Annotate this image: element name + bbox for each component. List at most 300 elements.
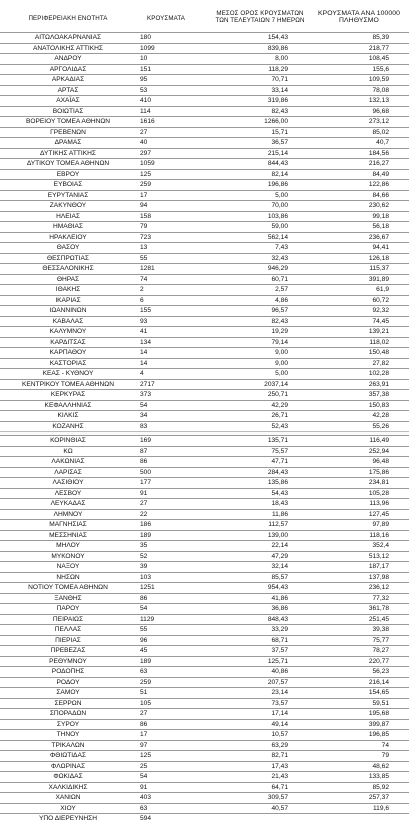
table-row xyxy=(0,148,409,159)
cell-per100k: 42,28 xyxy=(372,412,389,419)
table-row xyxy=(0,656,409,667)
cell-cases: 17 xyxy=(140,731,148,738)
cell-per100k: 118,02 xyxy=(369,338,389,346)
cell-region: ΔΥΤΙΚΗΣ ΑΤΤΙΚΗΣ xyxy=(40,149,96,157)
cell-avg7: 40,57 xyxy=(271,804,288,812)
table-row xyxy=(0,698,409,709)
cell-per100k: 184,56 xyxy=(368,149,389,157)
cell-region: ΚΕΦΑΛΛΗΝΙΑΣ xyxy=(44,401,92,409)
cell-region: ΑΝΔΡΟΥ xyxy=(54,55,82,62)
table-row xyxy=(0,750,409,761)
cell-region: ΖΑΚΥΝΘΟΥ xyxy=(49,202,87,209)
table-row xyxy=(0,509,409,520)
cell-region: ΚΙΛΚΙΣ xyxy=(57,412,79,419)
table-row xyxy=(0,477,409,488)
cell-region: ΥΠΟ ΔΙΕΡΕΥΝΗΣΗ xyxy=(39,815,97,822)
cell-region: ΑΙΤΩΛΟΑΚΑΡΝΑΝΙΑΣ xyxy=(34,34,102,41)
cell-region: ΡΟΔΟΠΗΣ xyxy=(51,668,85,675)
cell-avg7: 42,29 xyxy=(271,401,288,409)
table-row xyxy=(0,530,409,541)
table-row xyxy=(0,400,409,411)
cell-region: ΡΕΘΥΜΝΟΥ xyxy=(49,657,87,665)
cell-region: ΑΡΚΑΔΙΑΣ xyxy=(51,76,85,83)
cell-cases: 87 xyxy=(140,447,148,455)
table-row xyxy=(0,379,409,390)
cell-region: ΠΡΕΒΕΖΑΣ xyxy=(50,647,86,654)
cell-region: ΠΕΛΛΑΣ xyxy=(54,626,82,633)
cell-per100k: 92,32 xyxy=(372,307,389,314)
header-avg7: ΜΕΣΟΣ ΟΡΟΣ ΚΡΟΥΣΜΑΤΩΝ ΤΩΝ ΤΕΛΕΥΤΑΙΩΝ 7 ΗΜΕΡΩΝ xyxy=(215,10,305,24)
cell-per100k: 154,65 xyxy=(368,689,389,696)
cell-cases: 6 xyxy=(140,296,144,304)
cell-per100k: 79 xyxy=(381,752,389,759)
cell-avg7: 26,71 xyxy=(271,412,288,419)
cell-per100k: 94,41 xyxy=(372,244,389,251)
cell-cases: 403 xyxy=(140,794,152,801)
table-row xyxy=(0,488,409,499)
cell-avg7: 284,43 xyxy=(267,468,288,476)
cell-per100k: 513,12 xyxy=(368,552,389,560)
cell-region: ΛΗΜΝΟΥ xyxy=(53,510,83,518)
cell-cases: 14 xyxy=(140,349,148,356)
cell-region: ΗΡΑΚΛΕΙΟΥ xyxy=(49,233,87,241)
cell-cases: 86 xyxy=(140,458,148,465)
cell-avg7: 59,00 xyxy=(271,223,288,230)
cell-region: ΠΕΙΡΑΙΩΣ xyxy=(52,615,84,623)
cell-per100k: 84,49 xyxy=(372,170,389,178)
cell-per100k: 102,28 xyxy=(368,370,389,377)
cell-cases: 155 xyxy=(140,307,152,314)
cell-per100k: 357,38 xyxy=(368,391,389,398)
cell-cases: 91 xyxy=(140,489,148,497)
cell-cases: 34 xyxy=(140,412,148,419)
table-row xyxy=(0,446,409,457)
cell-avg7: 103,86 xyxy=(267,212,288,220)
cell-avg7: 135,71 xyxy=(267,437,288,444)
cell-cases: 55 xyxy=(140,254,148,262)
table-row xyxy=(0,624,409,635)
cell-region: ΚΑΣΤΟΡΙΑΣ xyxy=(49,359,87,367)
cell-cases: 94 xyxy=(140,202,148,209)
cell-per100k: 61,9 xyxy=(376,286,389,293)
cell-region: ΔΡΑΜΑΣ xyxy=(54,139,82,146)
cell-cases: 25 xyxy=(140,762,148,770)
cell-region: ΗΜΑΘΙΑΣ xyxy=(53,223,83,230)
cell-region: ΛΕΥΚΑΔΑΣ xyxy=(50,500,86,507)
cell-per100k: 99,18 xyxy=(372,212,389,220)
header-per100k: ΚΡΟΥΣΜΑΤΑ ΑΝΑ 100000 ΠΛΗΘΥΣΜΟ xyxy=(317,10,401,24)
cell-region: ΜΕΣΣΗΝΙΑΣ xyxy=(49,531,87,539)
table-row xyxy=(0,32,409,43)
table-row xyxy=(0,295,409,306)
cell-region: ΧΑΛΚΙΔΙΚΗΣ xyxy=(48,783,88,791)
cell-cases: 55 xyxy=(140,626,148,633)
cell-cases: 14 xyxy=(140,359,148,367)
header-region: ΠΕΡΙΦΕΡΕΙΑΚΗ ΕΝΟΤΗΤΑ xyxy=(28,15,108,22)
cell-per100k: 391,89 xyxy=(368,275,389,283)
cell-avg7: 10,57 xyxy=(271,731,288,738)
cell-cases: 79 xyxy=(140,223,148,230)
cell-region: ΚΑΡΠΑΘΟΥ xyxy=(49,349,87,356)
cell-per100k: 77,32 xyxy=(372,594,389,602)
cell-per100k: 133,85 xyxy=(368,773,389,780)
cell-per100k: 59,51 xyxy=(372,699,389,707)
table-row xyxy=(0,221,409,232)
cell-avg7: 37,57 xyxy=(271,647,288,654)
cell-avg7: 70,71 xyxy=(271,76,288,83)
cell-region: ΚΟΖΑΝΗΣ xyxy=(52,422,84,430)
cell-region: ΝΗΣΩΝ xyxy=(56,573,80,581)
table-row xyxy=(0,116,409,127)
table-row xyxy=(0,190,409,201)
table-row xyxy=(0,211,409,222)
cell-region: ΑΝΑΤΟΛΙΚΗΣ ΑΤΤΙΚΗΣ xyxy=(33,44,103,52)
cell-avg7: 36,57 xyxy=(271,139,288,146)
cell-cases: 2717 xyxy=(140,380,155,388)
cell-cases: 63 xyxy=(140,668,148,675)
cell-region: ΛΕΣΒΟΥ xyxy=(54,489,82,497)
cell-cases: 93 xyxy=(140,317,148,325)
cell-avg7: 85,57 xyxy=(271,573,288,581)
cell-avg7: 19,29 xyxy=(271,328,288,335)
cell-per100k: 108,45 xyxy=(368,55,389,62)
cell-cases: 103 xyxy=(140,573,152,581)
cell-per100k: 56,23 xyxy=(372,668,389,675)
cell-per100k: 236,67 xyxy=(368,233,389,241)
table-row xyxy=(0,792,409,803)
cell-region: ΠΙΕΡΙΑΣ xyxy=(55,636,81,644)
table-row xyxy=(0,242,409,253)
cell-avg7: 49,14 xyxy=(271,720,288,728)
cell-region: ΚΕΝΤΡΙΚΟΥ ΤΟΜΕΑ ΑΘΗΝΩΝ xyxy=(22,380,114,388)
cell-region: ΑΡΤΑΣ xyxy=(57,86,79,94)
cell-avg7: 154,43 xyxy=(267,34,288,41)
cell-per100k: 220,77 xyxy=(368,657,389,665)
cell-avg7: 47,71 xyxy=(271,458,288,465)
cell-region: ΚΕΡΚΥΡΑΣ xyxy=(50,391,86,398)
cell-avg7: 82,14 xyxy=(271,170,288,178)
cell-region: ΛΑΣΙΘΙΟΥ xyxy=(52,479,84,486)
cell-cases: 54 xyxy=(140,773,148,780)
cell-per100k: 150,48 xyxy=(368,349,389,356)
table-row xyxy=(0,813,409,824)
cell-region: ΤΡΙΚΑΛΩΝ xyxy=(51,741,85,749)
table-row xyxy=(0,614,409,625)
cell-region: ΜΥΚΟΝΟΥ xyxy=(51,552,85,560)
cell-cases: 35 xyxy=(140,542,148,549)
cell-avg7: 848,43 xyxy=(267,615,288,623)
cell-region: ΚΟΡΙΝΘΙΑΣ xyxy=(50,437,86,444)
cell-region: ΑΡΓΟΛΙΔΑΣ xyxy=(49,65,87,73)
cell-region: ΕΥΡΥΤΑΝΙΑΣ xyxy=(47,191,89,199)
cell-per100k: 96,68 xyxy=(372,107,389,115)
cell-cases: 39 xyxy=(140,563,148,570)
table-row xyxy=(0,85,409,96)
cell-cases: 45 xyxy=(140,647,148,654)
cell-cases: 1059 xyxy=(140,160,155,167)
cell-cases: 13 xyxy=(140,244,148,251)
cell-region: ΑΧΑΪΑΣ xyxy=(56,97,80,104)
cell-per100k: 216,27 xyxy=(368,160,389,167)
cell-per100k: 48,62 xyxy=(372,762,389,770)
cell-avg7: 215,14 xyxy=(267,149,288,157)
cell-cases: 125 xyxy=(140,752,152,759)
cell-per100k: 97,89 xyxy=(372,521,389,528)
cell-per100k: 75,77 xyxy=(372,636,389,644)
cell-per100k: 84,66 xyxy=(372,191,389,199)
table-row xyxy=(0,368,409,379)
table-row xyxy=(0,677,409,688)
cell-per100k: 74,45 xyxy=(372,317,389,325)
cell-per100k: 236,12 xyxy=(368,584,389,591)
table-row xyxy=(0,582,409,593)
cell-cases: 186 xyxy=(140,521,152,528)
table-row xyxy=(0,137,409,148)
cell-cases: 594 xyxy=(140,815,152,822)
cell-avg7: 7,43 xyxy=(275,244,288,251)
table-row xyxy=(0,169,409,180)
table-row xyxy=(0,456,409,467)
table-row xyxy=(0,421,409,432)
cell-region: ΦΛΩΡΙΝΑΣ xyxy=(50,762,86,770)
cell-avg7: 5,00 xyxy=(275,370,288,377)
cell-cases: 158 xyxy=(140,212,152,220)
cell-per100k: 196,85 xyxy=(368,731,389,738)
cell-cases: 51 xyxy=(140,689,148,696)
table-row xyxy=(0,305,409,316)
cell-cases: 259 xyxy=(140,678,152,686)
cell-per100k: 175,86 xyxy=(368,468,389,476)
cell-per100k: 122,86 xyxy=(368,181,389,188)
table-row xyxy=(0,645,409,656)
cell-cases: 189 xyxy=(140,531,152,539)
cell-region: ΦΩΚΙΔΑΣ xyxy=(53,773,83,780)
table-row xyxy=(0,253,409,264)
cell-avg7: 64,71 xyxy=(271,783,288,791)
cell-per100k: 60,72 xyxy=(372,296,389,304)
cell-avg7: 36,86 xyxy=(271,605,288,612)
cell-region: ΘΕΣΠΡΩΤΙΑΣ xyxy=(46,254,90,262)
cell-region: ΣΠΟΡΑΔΩΝ xyxy=(49,710,87,717)
cell-per100k: 126,18 xyxy=(368,254,389,262)
cell-region: ΤΗΝΟΥ xyxy=(56,731,80,738)
cell-per100k: 230,62 xyxy=(368,202,389,209)
cell-avg7: 52,43 xyxy=(271,422,288,430)
table-row xyxy=(0,687,409,698)
cell-avg7: 96,57 xyxy=(271,307,288,314)
cell-avg7: 17,14 xyxy=(271,710,288,717)
cell-per100k: 78,08 xyxy=(372,86,389,94)
cell-avg7: 844,43 xyxy=(267,160,288,167)
cell-per100k: 39,38 xyxy=(372,626,389,633)
table-row xyxy=(0,389,409,400)
cell-cases: 2 xyxy=(140,286,144,293)
cell-cases: 410 xyxy=(140,97,152,104)
cell-per100k: 85,92 xyxy=(372,783,389,791)
cell-cases: 97 xyxy=(140,741,148,749)
table-row xyxy=(0,782,409,793)
table-row xyxy=(0,410,409,421)
table-row xyxy=(0,540,409,551)
cell-region: ΙΘΑΚΗΣ xyxy=(55,286,81,293)
cell-cases: 114 xyxy=(140,107,151,115)
cell-cases: 723 xyxy=(140,233,152,241)
cell-avg7: 23,14 xyxy=(271,689,288,696)
cell-per100k: 187,17 xyxy=(368,563,389,570)
cell-cases: 91 xyxy=(140,783,148,791)
cell-avg7: 9,00 xyxy=(275,349,288,356)
table-row xyxy=(0,347,409,358)
table-row xyxy=(0,326,409,337)
cell-per100k: 352,4 xyxy=(372,542,389,549)
cell-avg7: 33,29 xyxy=(271,626,288,633)
table-row xyxy=(0,729,409,740)
cell-region: ΔΥΤΙΚΟΥ ΤΟΜΕΑ ΑΘΗΝΩΝ xyxy=(26,160,110,167)
cell-avg7: 125,71 xyxy=(267,657,288,665)
table-header xyxy=(0,0,409,32)
table-row xyxy=(0,666,409,677)
cell-region: ΙΩΑΝΝΙΝΩΝ xyxy=(49,307,87,314)
cell-region: ΒΟΙΩΤΙΑΣ xyxy=(52,107,84,115)
cell-region: ΕΒΡΟΥ xyxy=(56,170,80,178)
cell-region: ΘΕΣΣΑΛΟΝΙΚΗΣ xyxy=(42,265,94,272)
cell-region: ΓΡΕΒΕΝΩΝ xyxy=(50,128,86,136)
cell-avg7: 4,86 xyxy=(275,296,288,304)
table-row xyxy=(0,561,409,572)
cell-cases: 177 xyxy=(140,479,152,486)
cell-per100k: 127,45 xyxy=(368,510,389,518)
table-row xyxy=(0,771,409,782)
cell-avg7: 2037,14 xyxy=(264,380,288,388)
table-row xyxy=(0,603,409,614)
cases-table xyxy=(0,32,409,824)
table-row xyxy=(0,519,409,530)
cell-cases: 40 xyxy=(140,139,148,146)
cell-avg7: 139,00 xyxy=(267,531,288,539)
cell-avg7: 40,86 xyxy=(271,668,288,675)
cell-avg7: 207,57 xyxy=(267,678,288,686)
table-row xyxy=(0,274,409,285)
cell-region: ΛΑΡΙΣΑΣ xyxy=(54,468,82,476)
cell-region: ΠΑΡΟΥ xyxy=(56,605,80,612)
cell-per100k: 27,82 xyxy=(372,359,389,367)
cell-avg7: 82,43 xyxy=(271,107,288,115)
cell-per100k: 263,91 xyxy=(368,380,389,388)
cell-avg7: 68,71 xyxy=(271,636,288,644)
table-row xyxy=(0,179,409,190)
table-row xyxy=(0,708,409,719)
cell-avg7: 8,00 xyxy=(275,55,288,62)
cell-region: ΙΚΑΡΙΑΣ xyxy=(55,296,81,304)
table-row xyxy=(0,719,409,730)
cell-avg7: 70,00 xyxy=(271,202,288,209)
cell-avg7: 309,57 xyxy=(267,794,288,801)
cell-avg7: 60,71 xyxy=(271,275,288,283)
cell-avg7: 17,43 xyxy=(271,762,288,770)
cell-avg7: 118,29 xyxy=(268,65,288,73)
cell-avg7: 82,43 xyxy=(271,317,288,325)
cell-avg7: 9,00 xyxy=(275,359,288,367)
cell-cases: 125 xyxy=(140,170,152,178)
cell-per100k: 78,27 xyxy=(372,647,389,654)
cell-region: ΒΟΡΕΙΟΥ ΤΟΜΕΑ ΑΘΗΝΩΝ xyxy=(25,118,111,125)
cell-region: ΣΑΜΟΥ xyxy=(56,689,80,696)
cell-region: ΞΑΝΘΗΣ xyxy=(54,594,82,602)
table-row xyxy=(0,200,409,211)
cell-per100k: 399,87 xyxy=(368,720,389,728)
cell-cases: 17 xyxy=(140,191,148,199)
cell-per100k: 96,48 xyxy=(372,458,389,465)
table-row xyxy=(0,467,409,478)
cell-avg7: 112,57 xyxy=(268,521,288,528)
cell-cases: 189 xyxy=(140,657,152,665)
cell-avg7: 196,86 xyxy=(267,181,288,188)
cell-cases: 63 xyxy=(140,804,148,812)
table-row xyxy=(0,635,409,646)
cell-per100k: 150,83 xyxy=(368,401,389,409)
cell-per100k: 40,7 xyxy=(376,139,389,146)
cell-region: ΜΑΓΝΗΣΙΑΣ xyxy=(49,521,87,528)
cell-cases: 86 xyxy=(140,720,148,728)
table-row xyxy=(0,358,409,369)
cell-per100k: 85,02 xyxy=(372,128,389,136)
table-row xyxy=(0,64,409,75)
cell-region: ΣΕΡΡΩΝ xyxy=(54,699,82,707)
cell-avg7: 54,43 xyxy=(271,489,288,497)
cell-region: ΛΑΚΩΝΙΑΣ xyxy=(51,458,85,465)
cell-avg7: 21,43 xyxy=(271,773,288,780)
table-row xyxy=(0,127,409,138)
cell-region: ΘΗΡΑΣ xyxy=(56,275,80,283)
cell-avg7: 47,29 xyxy=(271,552,288,560)
header-cases: ΚΡΟΥΣΜΑΤΑ xyxy=(147,15,185,22)
cell-cases: 105 xyxy=(140,699,152,707)
table-row xyxy=(0,95,409,106)
cell-per100k: 85,39 xyxy=(372,34,389,41)
table-row xyxy=(0,53,409,64)
cell-region: ΝΟΤΙΟΥ ΤΟΜΕΑ ΑΘΗΝΩΝ xyxy=(28,584,108,591)
cell-cases: 86 xyxy=(140,594,148,602)
cell-avg7: 33,14 xyxy=(271,86,288,94)
cell-region: ΚΑΡΔΙΤΣΑΣ xyxy=(50,338,86,346)
cell-avg7: 135,86 xyxy=(267,479,288,486)
table-row xyxy=(0,551,409,562)
cell-per100k: 273,12 xyxy=(368,118,389,125)
cell-region: ΘΑΣΟΥ xyxy=(56,244,80,251)
cell-avg7: 562,14 xyxy=(267,233,288,241)
cell-region: ΕΥΒΟΙΑΣ xyxy=(53,181,83,188)
cell-avg7: 250,71 xyxy=(267,391,288,398)
cell-per100k: 139,21 xyxy=(368,328,389,335)
cell-cases: 54 xyxy=(140,401,148,409)
cell-region: ΧΙΟΥ xyxy=(60,804,76,812)
cell-cases: 1616 xyxy=(140,118,155,125)
cell-region: ΡΟΔΟΥ xyxy=(56,678,80,686)
cell-avg7: 2,57 xyxy=(275,286,288,293)
cell-per100k: 257,37 xyxy=(368,794,389,801)
cell-cases: 83 xyxy=(140,422,148,430)
cell-cases: 95 xyxy=(140,76,148,83)
cell-avg7: 954,43 xyxy=(267,584,288,591)
cell-avg7: 63,29 xyxy=(271,741,288,749)
cell-cases: 180 xyxy=(140,34,152,41)
cell-cases: 74 xyxy=(140,275,148,283)
cell-avg7: 15,71 xyxy=(271,128,288,136)
cell-region: ΚΑΛΥΜΝΟΥ xyxy=(49,328,87,335)
cell-avg7: 32,14 xyxy=(271,563,288,570)
cell-per100k: 105,28 xyxy=(368,489,389,497)
cell-per100k: 119,6 xyxy=(372,804,389,812)
